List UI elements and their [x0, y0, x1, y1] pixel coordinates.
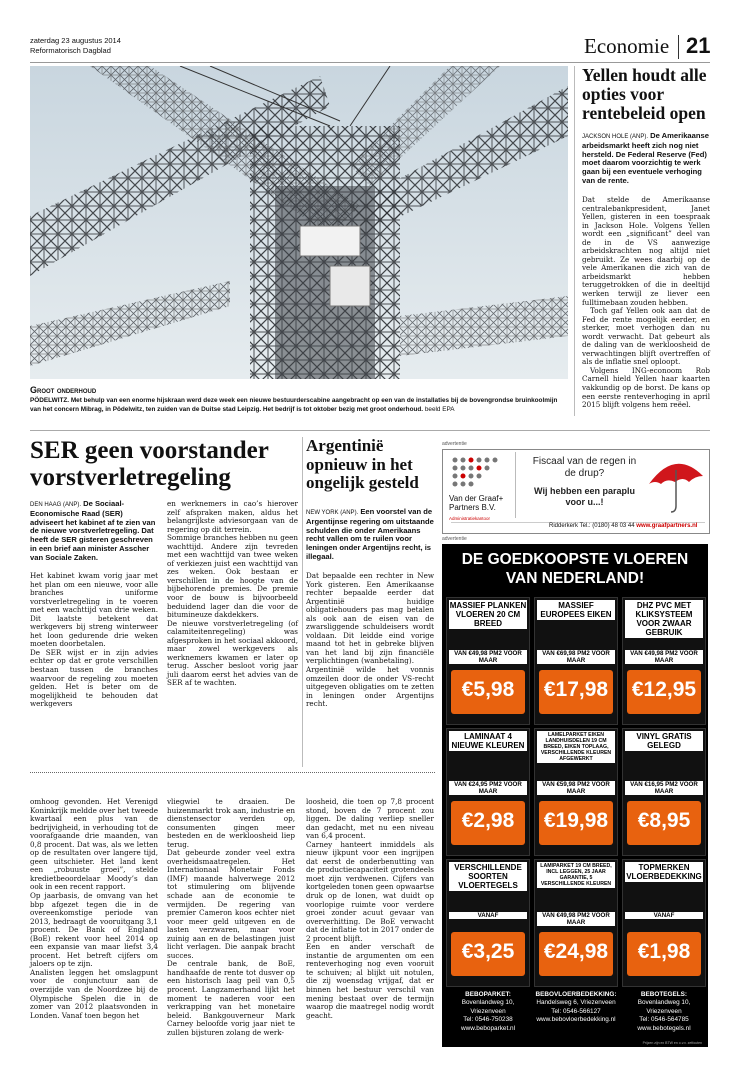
ad2-tile-title: DHZ PVC MET KLIKSYSTEEM VOOR ZWAAR GEBRUIK [625, 600, 703, 638]
ad2-tile-was-price: VAN €49,98 PM2 VOOR MAAR [625, 650, 703, 664]
dots-logo-icon [451, 456, 509, 492]
ad2-store-addr: Bovenlandweg 10, Vriezenveen [637, 999, 691, 1015]
crane-photo [30, 66, 568, 379]
ad2-tile [534, 597, 618, 725]
ad2-tile-price: €24,98 [543, 940, 609, 963]
ad1-url[interactable]: www.graafpartners.nl [636, 523, 698, 529]
photo-caption [30, 397, 568, 414]
ad2-store-tel: Tel: 0546-566127 [551, 1007, 601, 1015]
caption-place: PÖDELWITZ. [30, 397, 70, 404]
column-divider [302, 437, 303, 767]
ad2-store-tel: Tel: 0546-750238 [463, 1016, 513, 1024]
photo-credit: beeld EPA [424, 405, 455, 413]
yellen-paragraph: Dat stelde de Amerikaanse centralebankpresident, Janet Yellen, gisteren in een toespraak in Jackson Hole. Volgens Yellen wordt een „significant” deel van de in de VS aanwezige arbeidskrachten nog altijd niet gebruikt. Ze wees daarbij op de vele Amerikanen die zich van de arbeidsmarkt hebben teruggetrokken of die in deeltijd werken terwijl ze liever een fulltimebaan zouden hebben. [582, 195, 710, 307]
argentinie-dateline: NEW YORK (ANP). [306, 510, 359, 516]
ad2-tile-price: €19,98 [543, 809, 609, 832]
dotted-divider [30, 772, 435, 773]
ad2-tile-title: LAMINAAT 4 NIEUWE KLEUREN [449, 731, 527, 751]
ad2-tile-was-price: VAN €49,98 PM2 VOOR MAAR [449, 650, 527, 664]
ad1-company: Van der Graaf+ Partners B.V. [449, 494, 504, 512]
ad1-contact [549, 523, 697, 529]
ad2-tile-price: €12,95 [631, 678, 697, 701]
ad2-tile-was-price: VAN €16,95 PM2 VOOR MAAR [625, 781, 703, 795]
ad2-tile [622, 859, 706, 987]
ad2-tile-price: €3,25 [461, 940, 515, 963]
ad2-tile-title: VERSCHILLENDE SOORTEN VLOERTEGELS [449, 862, 527, 891]
ad2-tile-price: €2,98 [461, 809, 515, 832]
ad2-tile-title: MASSIEF PLANKEN VLOEREN 20 CM BREED [449, 601, 527, 628]
ad2-tile-was-price: VAN €49,98 PM2 VOOR MAAR [537, 912, 615, 926]
yellen-lead [582, 132, 710, 186]
yellen-lead-text: De Amerikaanse arbeidsmarkt heeft zich nog niet hersteld. De Federal Reserve (Fed) moet daarom voorzichtig te werk gaan bij een eventuele verhoging van de rente. [582, 131, 709, 185]
ser-dateline: DEN HAAG (ANP). [30, 502, 82, 508]
argentinie-body: Dat bepaalde een rechter in New York gisteren. Een Amerikaanse rechter bepaalde eerder dat Argentinië huidige obligatiehouders pas mag betalen als ook aan de eisen van de zwarsliggende schuldeisers wordt voldaan. Dit leidde eind vorige maand tot het in gebreke blijven van het land bij zijn financiële verplichtingen (wanbetaling). Argentinië wilde het vonnis omzeilen door de onder VS-recht uitgegeven obligaties om te zetten in leningen onder Argentijns recht. [306, 571, 434, 709]
ad2-tile-was-price: VAN €24,95 PM2 VOOR MAAR [449, 781, 527, 795]
ad2-tile [534, 859, 618, 987]
ad2-store-name: BEBOTEGELS: [640, 991, 688, 998]
section-rule [30, 430, 710, 431]
header-rule [30, 62, 710, 63]
ad-label: advertentie [442, 536, 467, 542]
ad1-sub: Administratiekantoor [449, 516, 491, 521]
ad2-tile-price: €5,98 [461, 678, 515, 701]
ad2-store [622, 991, 706, 1033]
caption-text: Met behulp van een enorme hijskraan werd deze week een nieuwe bestuurderscabine aangebracht op een van de installaties bij de bovengrondse bruinkoolmijn van het concern Mibrag, in Pödelwitz, ten zuiden van de Duitse stad Leipzig. Het bedrijf is tot oktober bezig met groot onderhoud. [30, 397, 558, 413]
ser-lead [30, 500, 158, 563]
ad2-tile-title: LAMIPARKET 19 CM BREED, INCL LEGGEN, 25 JAAR GARANTIE, 5 VERSCHILLENDE KLEUREN [537, 862, 615, 888]
yellen-paragraph: Toch gaf Yellen ook aan dat de Fed de rente mogelijk eerder, en sterker, moet verhogen dan nu wordt verwacht. Dat gebeurt als de daling van de werkloosheid de verwachtingen blijft overtreffen of als de inflatie snel oploopt. [582, 306, 710, 367]
ad2-tile [446, 728, 530, 856]
ser-headline: SER geen voorstander vorstverletregeling [30, 437, 269, 491]
bottom-col1: omhoog gevonden. Het Verenigd Koninkrijk meldde over het tweede kwartaal een plus van de bedrijvigheid, in verhouding tot de voorafgaande drie maanden, van 0,8 procent. Dat was, als we letten op de resultaten over langere tijd, geen uitschieter. Het land kent een „robuuste groei”, stelde kredietbeoordelaar Moody’s dan ook in een recent rapport. Op jaarbasis, de omvang van het bbp afgezet tegen die in de overeenkomstige periode van 2013, bedraagt de vooruitgang 3,1 procent. De Bank of England (BoE) rekent voor heel 2014 op een expansie van maar liefst 3,4 procent. Het betreft cijfers om jaloers op te zijn. Analisten leggen het omslagpunt voor de conjunctuur aan de overzijde van de Noordzee bij de Olympische Spelen die in de zomer van 2012 plaatsvonden in Londen. Vanaf toen begon het [30, 797, 158, 1020]
ad2-tile-was-price: VAN €59,98 PM2 VOOR MAAR [537, 781, 615, 795]
header-divider [678, 35, 679, 59]
issue-date: zaterdag 23 augustus 2014 [30, 36, 121, 45]
ad2-store-addr: Handelsweg 6, Vriezenveen [536, 999, 616, 1007]
ad2-tile [446, 597, 530, 725]
ad2-tile-price: €1,98 [637, 940, 691, 963]
ad2-tile-title: LAMELPARKET EIKEN LANDHUISDELEN 19 CM BREED, EIKEN TOPLAAG, VERSCHILLENDE KLEUREN AFGEWERKT [537, 731, 615, 763]
crane-illustration [30, 66, 568, 379]
ad2-tile-title: TOPMERKEN VLOERBEDEKKING [626, 863, 702, 881]
umbrella-icon [645, 454, 705, 516]
ad2-tile-price: €8,95 [637, 809, 691, 832]
ad2-store-url[interactable]: www.bebovloerbedekking.nl [536, 1016, 616, 1024]
column-divider [574, 66, 575, 416]
argentinie-lead-text: Een voorstel van de Argentijnse regering om uitstaande schulden die onder Amerikaans recht vallen om te ruilen voor leningen onder Argentijns recht, is illegaal. [306, 507, 434, 561]
ad2-tile-title: MASSIEF EUROPEES EIKEN [537, 600, 615, 620]
ad2-tile [622, 728, 706, 856]
ad1-divider [515, 452, 516, 518]
ad2-store-tel: Tel: 0546-564785 [639, 1016, 689, 1024]
yellen-paragraph: Volgens ING-econoom Rob Carnell hield Yellen haar kaarten vakkundig op de borst. De kans op een eerste renteverhoging in april 2015 blijft volgens hem reëel. [582, 365, 710, 410]
ad2-store [534, 991, 618, 1025]
ad2-tile-title: VINYL GRATIS GELEGD [625, 731, 703, 751]
ad2-headline: DE GOEDKOOPSTE VLOEREN VAN NEDERLAND! [461, 551, 689, 587]
ad2-store-addr: Bovenlandweg 10, Vriezenveen [461, 999, 515, 1015]
ad-bebo-vloeren[interactable] [442, 544, 708, 1047]
yellen-headline: Yellen houdt alle opties voor rentebeleid open [582, 65, 707, 123]
yellen-body [582, 196, 710, 410]
argentinie-headline: Argentinië opnieuw in het ongelijk gesteld [306, 436, 419, 492]
ad2-tile [534, 728, 618, 856]
ad1-slogan2: Wij hebben een paraplu voor u...! [534, 486, 635, 507]
ad2-tile-was-price: VANAF [449, 912, 527, 919]
ad-label: advertentie [442, 441, 467, 447]
ser-col1: Het kabinet kwam vorig jaar met het plan om een nieuwe, voor alle branches uniforme vorstverletregeling in te voeren met een wachttijd van drie weken. Dit laatste betekent dat werkgevers bij streng winterweer het loon gedurende drie weken moeten doorbetalen. De SER wijst er in zijn advies echter op dat er grote verschillen bestaan tussen de branches waarvoor de regeling zou moeten gelden. Het is beter om de mogelijkheid te behouden dat werkgevers [30, 571, 158, 709]
ad1-phone: Ridderkerk Tel.: (0180) 48 03 44 [549, 523, 635, 529]
ad-graafpartners[interactable] [442, 449, 710, 534]
ad2-store-url[interactable]: www.beboparket.nl [461, 1024, 515, 1032]
ad2-store-name: BEBOVLOERBEDEKKING: [535, 991, 617, 998]
ad2-tile [446, 859, 530, 987]
ad2-store [446, 991, 530, 1033]
argentinie-lead [306, 508, 434, 562]
ad2-footnote: Prijzen zijn ex BTW en o.v.v. zetfouten [642, 1041, 702, 1045]
section-title: Economie [584, 34, 670, 58]
photo-caption-title: Groot onderhoud [30, 385, 97, 395]
page-number: 21 [686, 33, 711, 58]
bottom-col3: loosheid, die toen op 7,8 procent stond, boven de 7 procent zou liggen. De daling verliep sneller dan gedacht, met nu een niveau van 6,4 procent. Carney hanteert inmiddels als nieuw ijkpunt voor een ingrijpen dat eerst de onderbenutting van de productiecapaciteit grotendeels moet zijn verdwenen. Cijfers van kortgeleden tonen geen opwaartse druk op de lonen, wat duidt op voorlopige ruimte voor verdere groei zonder acuut gevaar van oververhitting. De BoE verwacht dat de inflatie tot in 2017 onder de 2 procent blijft. Een en ander verschaft de instantie de argumenten om een renteverhoging nog even vooruit te schuiven; al blijkt uit notulen, die zij woensdag vrijgaf, dat er binnen het bestuur verschil van mening bestaat over de termijn waarop die maatregel nodig wordt geacht. [306, 797, 434, 1020]
ad2-store-name: BEBOPARKET: [465, 991, 511, 998]
ad2-tile-price: €17,98 [543, 678, 609, 701]
newspaper-name: Reformatorisch Dagblad [30, 46, 111, 55]
ser-lead-text: De Sociaal-Economische Raad (SER) adviseert het kabinet af te zien van de nieuwe vorstverletregeling. Dat heeft de SER gisteren geschreven in een brief aan minister Asscher van Sociale Zaken. [30, 499, 156, 562]
ad2-store-url[interactable]: www.bebotegels.nl [637, 1024, 691, 1032]
ad2-tile [622, 597, 706, 725]
yellen-dateline: JACKSON HOLE (ANP). [582, 134, 649, 140]
ad1-slogan1: Fiscaal van de regen in de drup? [532, 456, 637, 479]
ser-col2: en werknemers in cao’s hierover zelf afspraken maken, aldus het belangrijkste adviesorgaan van de regering op dit terrein. Sommige branches hebben nu geen wachttijd. Andere zijn tevreden met een wachttijd van twee weken of verkiezen juist een wachttijd van zes weken. Ook bestaan er verschillen in de hoogte van de bijbehorende premies. De premie voor de bouw is bijvoorbeeld beduidend lager dan die voor de bitumineuze dakdekkers. De nieuwe vorstverletregeling (of calamiteitenregeling) was afgesproken in het sociaal akkoord, maar zowel werkgevers als werknemers kwamen er later op terug. Asscher besloot vorig jaar juli daarom eerst het advies van de SER af te wachten. [167, 499, 298, 688]
ad2-tile-was-price: VANAF [625, 912, 703, 919]
ad2-tile-was-price: VAN €69,98 PM2 VOOR MAAR [537, 650, 615, 664]
bottom-col2: vliegwiel te draaien. De huizenmarkt trok aan, industrie en dienstensector verden op, consumenten gingen meer besteden en de werkloosheid liep terug. Dat gebeurde zonder veel extra overheidsmaatregelen. Het Internationaal Monetair Fonds (IMF) maande halverwege 2012 tot stimulering om blijvende schade aan de economie te vermijden. De regering van premier Cameron koos echter niet voor meer geld uitgeven en de lasten verzwaren, maar voor zuinig aan en de belastingen juist licht verlagen. Die aanpak bracht succes. De centrale bank, de BoE, handhaafde de rente tot dusver op een historisch laag peil van 0,5 procent. Langzamerhand lijkt het moment te naderen voor een verkrapping van het monetaire beleid. Bankgouverneur Mark Carney beloofde vorig jaar niet te zullen bijsturen zolang de werk- [167, 797, 295, 1037]
